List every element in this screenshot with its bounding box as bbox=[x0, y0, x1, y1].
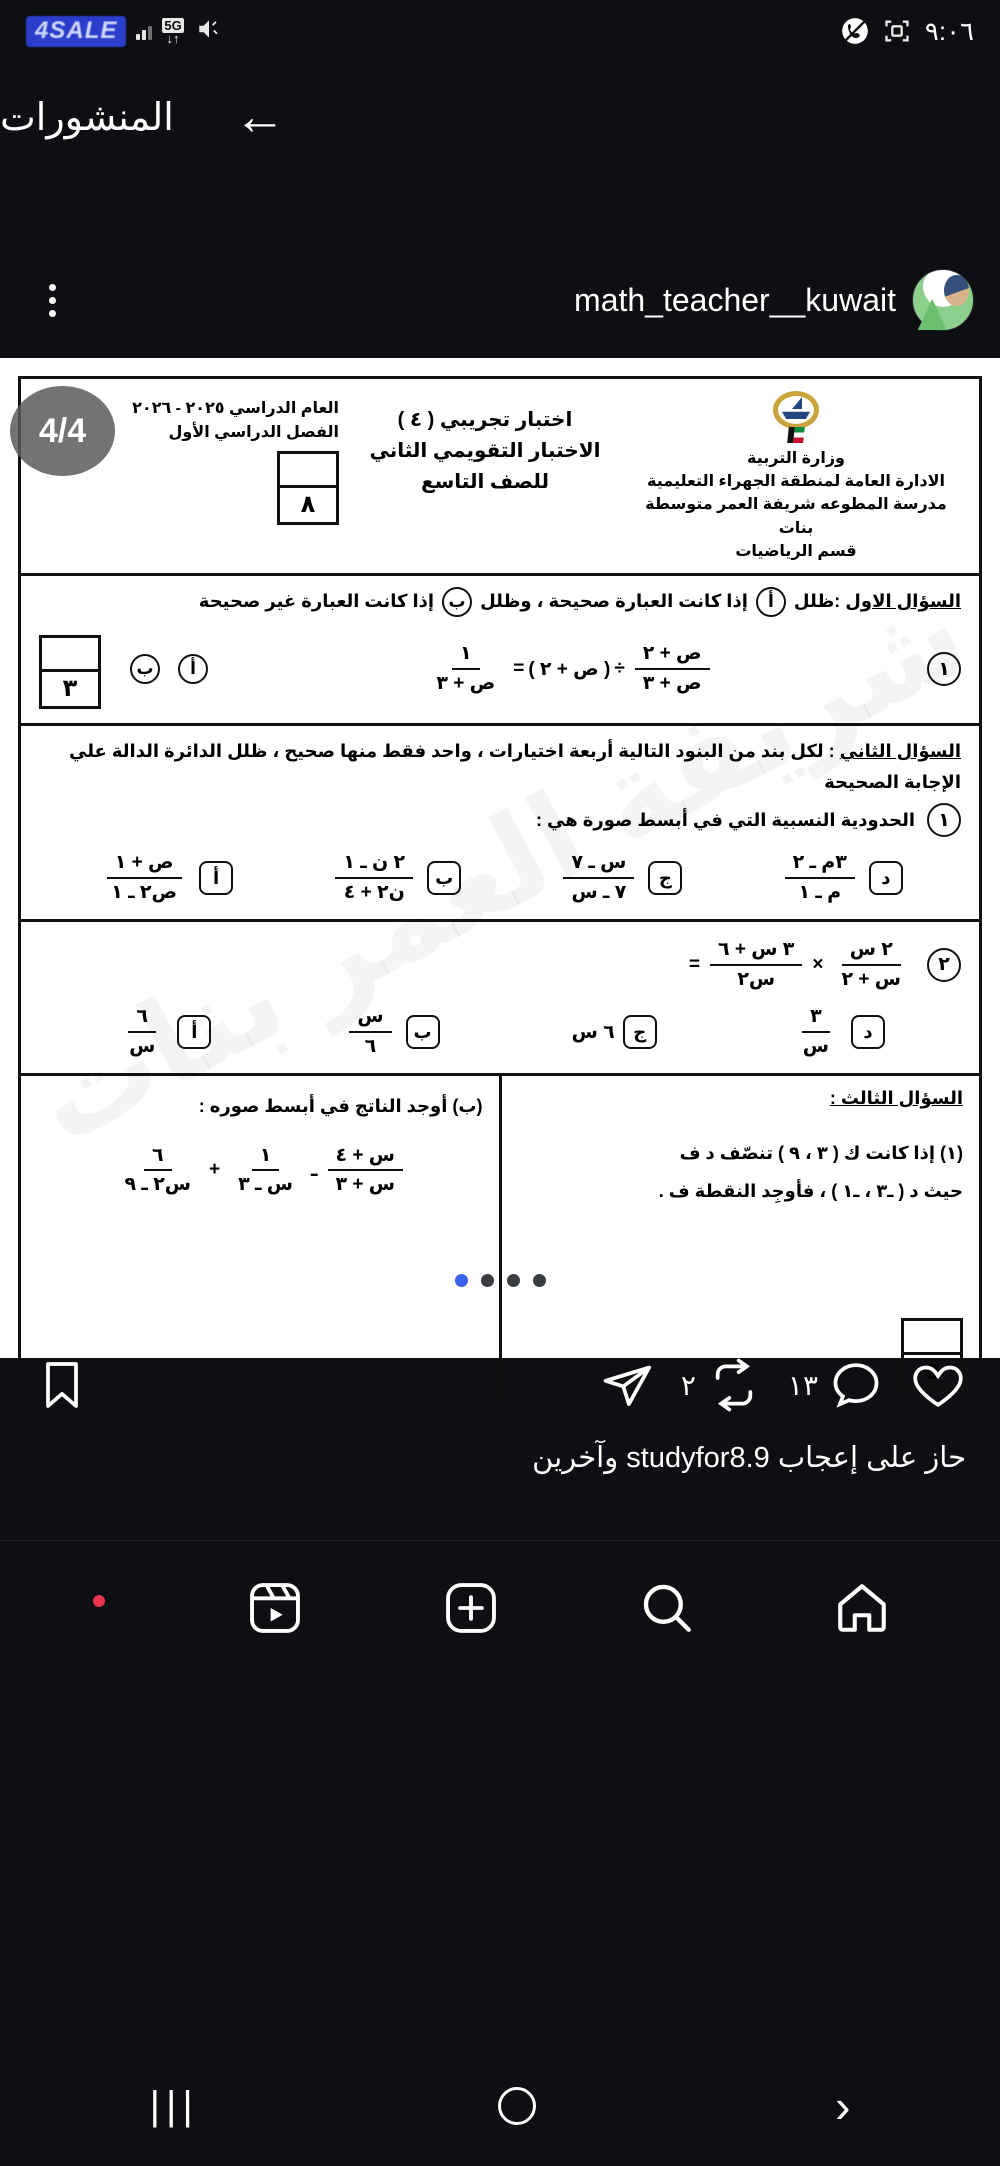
choice-b[interactable] bbox=[343, 1005, 439, 1059]
repost-button[interactable] bbox=[681, 1357, 762, 1413]
save-button[interactable] bbox=[34, 1357, 90, 1413]
fraction-1 bbox=[635, 642, 710, 696]
question-2-item-1-stem bbox=[39, 803, 961, 837]
like-button[interactable] bbox=[910, 1357, 966, 1413]
fraction-1-denominator: ص + ٣ bbox=[642, 673, 702, 695]
kuwait-emblem-icon bbox=[773, 391, 819, 443]
mark-box-q3-value: ٥ bbox=[924, 1357, 940, 1385]
fraction-2-denominator: س٢ bbox=[737, 968, 776, 990]
choice-denominator: س bbox=[129, 1036, 156, 1058]
answer-bubble-true[interactable]: أ bbox=[178, 654, 208, 684]
worksheet-header bbox=[21, 379, 979, 573]
fraction-2-denominator: س ـ ٣ bbox=[238, 1174, 294, 1196]
item-number: ١ bbox=[927, 652, 961, 686]
choice-denominator: س bbox=[802, 1036, 829, 1058]
question-2 bbox=[21, 726, 979, 919]
fraction-1-denominator: س + ٢ bbox=[841, 968, 901, 990]
clock: ٩:٠٦ bbox=[924, 15, 974, 46]
carousel-page-badge bbox=[10, 386, 115, 476]
part-b-title: (ب) أوجد الناتج في أبسط صوره : bbox=[198, 1095, 483, 1116]
carousel-dot-1[interactable] bbox=[455, 1274, 468, 1287]
nav-search[interactable] bbox=[638, 1579, 696, 1642]
school-term: الفصل الدراسي الأول bbox=[168, 424, 339, 441]
option-false-icon[interactable]: ب bbox=[442, 587, 472, 617]
choice-c[interactable] bbox=[557, 851, 682, 905]
post-action-group bbox=[599, 1357, 966, 1413]
exam-title-line-3: للصف التاسع bbox=[420, 471, 550, 493]
choice-numerator: ٢ ن ـ ١ bbox=[335, 851, 413, 879]
ministry-line-4: قسم الرياضيات bbox=[735, 542, 857, 560]
page-title: المنشورات bbox=[0, 96, 174, 139]
fraction-3-numerator: ٦ bbox=[144, 1144, 172, 1172]
comment-button[interactable] bbox=[788, 1357, 884, 1413]
avatar[interactable] bbox=[912, 269, 974, 331]
fraction-2 bbox=[428, 642, 503, 696]
choice-tag: ب bbox=[427, 861, 461, 895]
item-stem-text: الحدودية النسبية التي في أبسط صورة هي : bbox=[536, 809, 915, 830]
fraction-1-denominator: س + ٣ bbox=[335, 1174, 395, 1196]
choice-tag: أ bbox=[199, 861, 233, 895]
choice-numerator: س ـ ٧ bbox=[563, 851, 634, 879]
answer-bubble-false[interactable]: ب bbox=[130, 654, 160, 684]
choice-tag: ب bbox=[406, 1015, 440, 1049]
nav-reels[interactable] bbox=[246, 1579, 304, 1642]
choice-fraction bbox=[785, 851, 855, 905]
part-a-line-2: حيث د ( ـ٣ ، ـ١ ) ، فأوجِد النقطة ف . bbox=[658, 1180, 963, 1201]
question-1-expression bbox=[237, 642, 901, 696]
parenthesized-term: ( ص + ٢ ) bbox=[528, 658, 611, 680]
post-action-bar bbox=[0, 1330, 1000, 1440]
network-label: 5G bbox=[164, 17, 182, 33]
likes-summary[interactable]: حاز على إعجاب studyfor8.9 وآخرين bbox=[532, 1442, 966, 1474]
mark-box-header-value: ٨ bbox=[300, 491, 316, 518]
recents-button[interactable]: ||| bbox=[149, 2083, 199, 2128]
nav-add[interactable] bbox=[442, 1579, 500, 1642]
fraction-1-numerator: س + ٤ bbox=[328, 1144, 403, 1172]
choice-tag: د bbox=[869, 861, 903, 895]
ministry-line-1: وزارة التربية bbox=[747, 450, 845, 467]
screenshot-icon bbox=[883, 17, 911, 45]
choice-tag: ج bbox=[623, 1015, 657, 1049]
question-1-title bbox=[39, 586, 961, 617]
question-1-item-row bbox=[39, 629, 961, 709]
question-1-text-b: إذا كانت العبارة صحيحة ، وظلل bbox=[480, 590, 748, 611]
fraction-3 bbox=[117, 1144, 200, 1198]
kebab-menu-icon[interactable] bbox=[32, 284, 72, 317]
choice-tag: أ bbox=[177, 1015, 211, 1049]
item-2-expression bbox=[689, 938, 915, 992]
question-2-title bbox=[39, 736, 961, 797]
home-icon bbox=[833, 1579, 891, 1637]
choice-tag: د bbox=[851, 1015, 885, 1049]
nav-home[interactable] bbox=[833, 1579, 891, 1642]
question-1-text-a: :ظلل bbox=[793, 590, 841, 611]
mute-icon bbox=[194, 16, 224, 46]
question-1-text-c: إذا كانت العبارة غير صحيحة bbox=[198, 590, 435, 611]
status-bar bbox=[0, 0, 1000, 62]
item-number: ٢ bbox=[927, 948, 961, 982]
part-b-expression bbox=[37, 1144, 483, 1198]
repost-count: ٢ bbox=[680, 1369, 696, 1401]
equals-operator: = bbox=[688, 953, 701, 975]
exam-title-line-1: اختبار تجريبي ( ٤ ) bbox=[397, 409, 573, 431]
fraction-2-numerator: ٣ س + ٦ bbox=[710, 938, 802, 966]
fraction-1 bbox=[328, 1144, 403, 1198]
choice-fraction bbox=[795, 1005, 837, 1059]
question-2-item-2-choices bbox=[39, 1005, 961, 1059]
choice-fraction bbox=[121, 1005, 163, 1059]
choice-d[interactable] bbox=[779, 851, 903, 905]
network-5g-icon bbox=[162, 18, 183, 45]
choice-numerator: ٣ bbox=[802, 1005, 830, 1033]
comment-count: ١٣ bbox=[787, 1369, 818, 1401]
system-nav-bar bbox=[0, 2046, 1000, 2166]
choice-d[interactable] bbox=[789, 1005, 885, 1059]
add-post-icon bbox=[442, 1579, 500, 1637]
carousel-dot-4[interactable] bbox=[533, 1274, 546, 1287]
choice-fraction bbox=[335, 851, 413, 905]
item-number: ١ bbox=[927, 803, 961, 837]
back-button[interactable]: › bbox=[835, 2080, 851, 2132]
choice-numerator: س bbox=[349, 1005, 391, 1033]
choice-a[interactable] bbox=[115, 1005, 211, 1059]
minus-operator: ـ bbox=[311, 1159, 318, 1181]
carousel-page-badge-label: 4/4 bbox=[38, 411, 87, 450]
mark-box-q1 bbox=[39, 635, 101, 709]
equals-operator: = bbox=[513, 658, 525, 680]
ministry-block bbox=[631, 391, 961, 563]
exam-title-block bbox=[347, 391, 623, 498]
choice-denominator: ٦ bbox=[364, 1036, 377, 1058]
question-2-label: السؤال الثاني bbox=[839, 741, 961, 762]
plus-operator: + bbox=[209, 1159, 221, 1181]
call-icon bbox=[841, 17, 869, 45]
choice-fraction bbox=[103, 851, 185, 905]
question-2-item-1-choices bbox=[39, 851, 961, 905]
choice-c[interactable] bbox=[572, 1015, 657, 1049]
choice-denominator: ٧ ـ س bbox=[571, 882, 627, 904]
app-notification-badge: 4SALE bbox=[26, 16, 126, 47]
choice-denominator: ن٢ + ٤ bbox=[343, 882, 405, 904]
status-bar-right bbox=[841, 16, 974, 47]
share-button[interactable] bbox=[599, 1357, 655, 1413]
post-header bbox=[0, 250, 1000, 350]
fraction-2-denominator: ص + ٣ bbox=[436, 673, 496, 695]
choice-numerator: ٣م ـ ٢ bbox=[785, 851, 855, 879]
choice-fraction bbox=[349, 1005, 391, 1059]
mark-box-q1-value: ٣ bbox=[62, 675, 78, 703]
carousel-dot-3[interactable] bbox=[507, 1274, 520, 1287]
mark-box-header bbox=[277, 451, 339, 525]
reels-icon bbox=[246, 1579, 304, 1637]
exam-title-line-2: الاختبار التقويمي الثاني bbox=[369, 440, 601, 462]
choice-plain-value: ٦ س bbox=[571, 1021, 615, 1043]
back-arrow-icon[interactable]: → bbox=[233, 88, 286, 146]
question-1-label: السؤال الاول bbox=[845, 590, 961, 611]
choice-denominator: ص٢ ـ ١ bbox=[111, 882, 178, 904]
divide-operator: ÷ bbox=[614, 658, 625, 680]
question-1-choices bbox=[127, 654, 211, 684]
bottom-nav-bar bbox=[0, 1540, 1000, 1680]
home-button[interactable] bbox=[498, 2087, 536, 2125]
fraction-2 bbox=[710, 938, 802, 992]
ministry-line-2: الادارة العامة لمنطقة الجهراء التعليمية bbox=[646, 473, 946, 491]
part-a-line-1: (١) إذا كانت ك ( ٣ ، ٩ ) تنصّف د ف bbox=[679, 1142, 963, 1163]
data-arrows-icon: ↓↑ bbox=[166, 30, 180, 46]
username[interactable]: math_teacher__kuwait bbox=[574, 281, 896, 318]
fraction-1-numerator: ص + ٢ bbox=[635, 642, 710, 670]
question-2-item-2-stem bbox=[39, 938, 961, 992]
choice-tag: ج bbox=[648, 861, 682, 895]
fraction-3-denominator: س٢ ـ ٩ bbox=[124, 1174, 192, 1196]
question-2-text: : لكل بند من البنود التالية أربعة اختيارات ، واحد فقط منها صحيح ، ظلل الدائرة الدالة علي الإجابة الصحيحة bbox=[69, 741, 961, 792]
choice-a[interactable] bbox=[97, 851, 233, 905]
fraction-1 bbox=[834, 938, 909, 992]
search-icon bbox=[638, 1579, 696, 1637]
fraction-1-numerator: ٢ س bbox=[842, 938, 901, 966]
fraction-2-numerator: ١ bbox=[252, 1144, 280, 1172]
school-year: العام الدراسي ٢٠٢٥ - ٢٠٢٦ bbox=[132, 400, 339, 417]
status-bar-left bbox=[26, 16, 224, 47]
question-1 bbox=[21, 576, 979, 723]
choice-denominator: م ـ ١ bbox=[798, 882, 842, 904]
app-header bbox=[0, 62, 1000, 172]
fraction-2-numerator: ١ bbox=[452, 642, 480, 670]
question-2-item-2 bbox=[21, 922, 979, 1073]
choice-b[interactable] bbox=[329, 851, 461, 905]
carousel-dot-2[interactable] bbox=[481, 1274, 494, 1287]
choice-numerator: ص + ١ bbox=[107, 851, 182, 879]
fraction-2 bbox=[230, 1144, 301, 1198]
ministry-line-3: مدرسة المطوعه شريفة العمر متوسطة بنات bbox=[645, 496, 947, 537]
signal-bars-icon bbox=[136, 22, 152, 40]
multiply-operator: × bbox=[812, 953, 824, 975]
question-3-label: السؤال الثالث : bbox=[829, 1087, 963, 1108]
option-true-icon[interactable]: أ bbox=[756, 587, 786, 617]
carousel-dots bbox=[0, 1274, 1000, 1287]
choice-fraction bbox=[563, 851, 634, 905]
choice-numerator: ٦ bbox=[128, 1005, 156, 1033]
